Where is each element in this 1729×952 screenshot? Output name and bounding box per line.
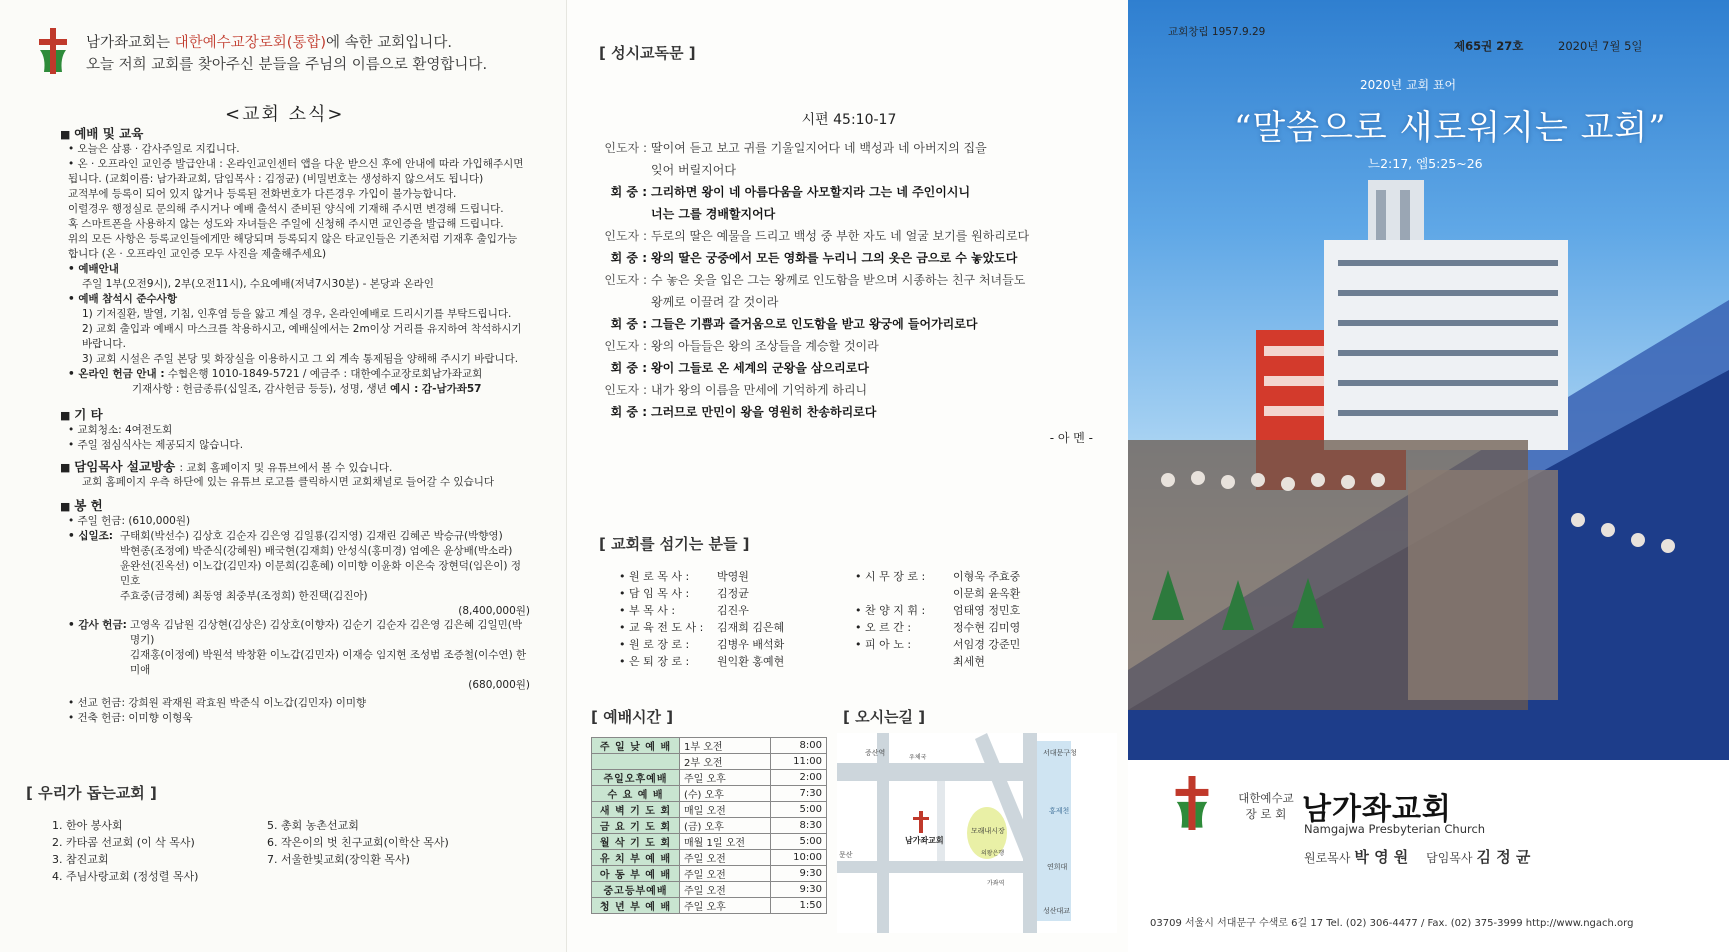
section-offering: ■ 봉 헌 xyxy=(60,496,530,514)
church-cross-icon xyxy=(36,28,70,74)
mission-offering: • 선교 헌금: 강희원 곽재원 곽효원 박준식 이노갑(김민자) 이미향 xyxy=(68,697,367,709)
worship-name: 수 요 예 배 xyxy=(592,786,680,802)
support-col1 xyxy=(52,817,267,885)
worship-row xyxy=(592,802,827,818)
reader-role: 인도자 : xyxy=(604,339,647,353)
servant-role: • 원 로 장 로 : xyxy=(619,638,690,651)
pastors: 원로목사 박 영 원 담임목사 김 정 균 xyxy=(1304,848,1531,866)
psalm-title: 시편 45:10-17 xyxy=(801,112,897,128)
supported-church: 1. 한아 봉사회 xyxy=(52,819,123,832)
reading-text: 왕의 딸은 궁중에서 모든 영화를 누리니 그의 옷은 금으로 수 놓았도다 xyxy=(651,251,1018,265)
servant-role xyxy=(855,653,953,670)
reading-title: [ 성시교독문 ] xyxy=(599,44,696,62)
worship-row xyxy=(592,850,827,866)
supported-church: 5. 총회 농촌선교회 xyxy=(267,819,359,832)
reading-line xyxy=(599,291,1099,313)
worship-day: 주일 오전 xyxy=(680,882,771,898)
directions xyxy=(837,706,1127,937)
supported-church: 6. 작은이의 벗 친구교회(이학산 목사) xyxy=(267,836,449,849)
worship-name: 새 벽 기 도 회 xyxy=(592,802,680,818)
service-label: • 예배안내 xyxy=(68,263,119,275)
servant-name: 최세현 xyxy=(953,655,985,668)
notice-line: • 온 · 오프라인 교인증 발급안내 : 온라인교인센터 앱을 다운 받으신 후에 안내에 따라 가입해주시면 xyxy=(68,158,524,170)
reader-role: 인도자 : xyxy=(604,273,647,287)
servant-name: 정수현 김미영 xyxy=(953,621,1021,634)
reading-line xyxy=(599,401,1099,423)
section-etc: ■ 기 타 xyxy=(60,405,530,423)
reading-text: 내가 왕의 이름을 만세에 기억하게 하리니 xyxy=(651,383,868,397)
worship-name: 월 삭 기 도 회 xyxy=(592,834,680,850)
map-label-munsan: 문산 xyxy=(839,851,853,859)
worship-day: (금) 오후 xyxy=(680,818,771,834)
map-label-jeungsan: 증산역 xyxy=(865,749,886,757)
servant-role: • 시 무 장 로 : xyxy=(855,570,926,583)
servant-name: 이문희 윤옥환 xyxy=(953,587,1021,600)
worship-row xyxy=(592,882,827,898)
attend-label: • 예배 참석시 준수사항 xyxy=(68,293,177,305)
notice-line: 이럴경우 행정실로 문의해 주시거나 예배 출석시 준비된 양식에 기재해 주시면 변경해 드립니다. xyxy=(68,203,504,215)
map-label-post: 우체국 xyxy=(909,754,927,761)
tithe-names-line: 구태회(박선수) 김상호 김순자 김은영 김일룡(김지영) 김재린 김혜곤 박승규(박향영) xyxy=(120,530,503,542)
worship-time: 2:00 xyxy=(771,770,827,786)
middle-panel xyxy=(566,0,1128,952)
attend-rule-line: 1) 기저질환, 발열, 기침, 인후염 등을 앓고 계실 경우, 온라인예배로 드리시기를 부탁드립니다. xyxy=(82,308,512,320)
reading-line xyxy=(599,269,1099,291)
tithe-label: • 십일조: xyxy=(68,530,113,542)
church-logo-icon xyxy=(1172,776,1212,830)
worship-row xyxy=(592,754,827,770)
worship-time: 9:30 xyxy=(771,866,827,882)
left-panel xyxy=(0,0,566,952)
volume-number: 제65권 27호 xyxy=(1454,39,1524,53)
tithe-names xyxy=(114,529,530,604)
serve-left xyxy=(599,568,855,670)
reader-role: 회 중 : xyxy=(610,317,647,331)
reading-line xyxy=(599,247,1099,269)
intro-line2: 오늘 저희 교회를 찾아주신 분들을 주님의 이름으로 환영합니다. xyxy=(86,57,488,73)
reading-line xyxy=(599,313,1099,335)
map-label-seodaemun: 서대문구청 xyxy=(1043,749,1077,757)
reading-line xyxy=(599,225,1099,247)
notice-line: 됩니다. (교회이름: 남가좌교회, 담임목사 : 김정균) (비밀번호는 생성하지 않으셔도 됩니다) xyxy=(68,173,484,185)
supported-church: 3. 참진교회 xyxy=(52,853,109,866)
thanks-label: • 감사 헌금: xyxy=(68,619,127,631)
tithe-block xyxy=(60,529,530,604)
worship-day: (수) 오후 xyxy=(680,786,771,802)
worship-name: 주 일 낮 예 배 xyxy=(592,738,680,754)
servant-row xyxy=(855,602,1020,619)
reading-line xyxy=(599,379,1099,401)
reader-role: 인도자 : xyxy=(604,229,647,243)
motto-reference: 느2:17, 엡5:25~26 xyxy=(1368,156,1483,171)
serve-right xyxy=(855,568,1020,670)
worship-time: 11:00 xyxy=(771,754,827,770)
reading-line xyxy=(599,137,1099,159)
issue-date: 2020년 7월 5일 xyxy=(1558,39,1643,53)
map-label-church: 남가좌교회 xyxy=(905,836,944,845)
servant-row xyxy=(855,619,1020,636)
worship-time: 8:30 xyxy=(771,818,827,834)
reading-text: 수 놓은 옷을 입은 그는 왕께로 인도함을 받으며 시종하는 친구 처녀들도 xyxy=(651,273,1026,287)
servant-role: • 은 퇴 장 로 : xyxy=(619,655,690,668)
tithe-names-line: 윤완선(진옥선) 이노갑(김민자) 이문희(김훈혜) 이미향 이윤화 이은숙 장현덕(임은이) 정민호 xyxy=(120,560,521,587)
servant-role: • 찬 양 지 휘 : xyxy=(855,604,926,617)
servant-row xyxy=(619,636,855,653)
servant-name: 김정균 xyxy=(717,587,749,600)
supported-church: 2. 카타콤 선교회 (이 삭 목사) xyxy=(52,836,195,849)
servant-role: • 교 육 전 도 사 : xyxy=(619,621,704,634)
reading-text: 왕의 아들들은 왕의 조상들을 계승할 것이라 xyxy=(651,339,879,353)
reader-role xyxy=(599,203,651,225)
worship-name: 아 동 부 예 배 xyxy=(592,866,680,882)
reading-text: 왕께로 이끌려 갈 것이라 xyxy=(651,295,779,309)
support-col2 xyxy=(267,817,482,885)
worship-day: 주일 오전 xyxy=(680,850,771,866)
worship-row xyxy=(592,738,827,754)
worship-items xyxy=(60,142,530,262)
etc-line: • 교회청소: 4여전도회 xyxy=(68,424,173,436)
servant-row xyxy=(855,636,1020,653)
church-building-photo xyxy=(1128,150,1729,760)
reading-text: 왕이 그들로 온 세계의 군왕을 삼으리로다 xyxy=(651,361,869,375)
tithe-names-line: 주효중(금경혜) 최동영 최중부(조정희) 한진택(김진아) xyxy=(120,590,368,602)
worship-time: 10:00 xyxy=(771,850,827,866)
welcome-intro xyxy=(86,32,487,76)
notice-line: 위의 모든 사항은 등록교인들에게만 해당되며 등록되지 않은 타교인들은 기존처럼 기재후 출입가능 xyxy=(68,233,518,245)
servant-row xyxy=(619,585,855,602)
reader-role: 인도자 : xyxy=(604,383,647,397)
building-offering: • 건축 헌금: 이미향 이형욱 xyxy=(68,712,193,724)
worship-name: 금 요 기 도 회 xyxy=(592,818,680,834)
worship-times xyxy=(591,706,827,914)
servant-row xyxy=(855,568,1020,585)
worship-time: 1:50 xyxy=(771,898,827,914)
support-title: [ 우리가 돕는교회 ] xyxy=(26,784,157,802)
worship-time: 5:00 xyxy=(771,834,827,850)
servant-name: 김재희 김은혜 xyxy=(717,621,785,634)
reading-line xyxy=(599,181,1099,203)
tithe-names-line: 박현종(조정예) 박준식(강혜원) 배국현(김재희) 안성식(홍미경) 엄예은 윤상배(박소라) xyxy=(120,545,513,557)
worship-time: 5:00 xyxy=(771,802,827,818)
servant-role xyxy=(855,585,953,602)
worship-name: 유 치 부 예 배 xyxy=(592,850,680,866)
denomination-label: 대한예수교 장 로 회 xyxy=(1238,791,1294,821)
sermon-text: 교회 홈페이지 우측 하단에 있는 유튜브 로고를 클릭하시면 교회채널로 들어갈 수 있습니다 xyxy=(82,476,495,488)
servant-row xyxy=(619,568,855,585)
denomination-highlight: 대한예수교장로회(통합) xyxy=(174,35,327,51)
reading-lines xyxy=(599,137,1099,423)
tithe-amount: (8,400,000원) xyxy=(458,605,530,617)
notice-line: 혹 스마트폰을 사용하지 않는 성도와 자녀들은 주일에 신청해 주시면 교인증을 발급해 드립니다. xyxy=(68,218,504,230)
servant-role: • 오 르 간 : xyxy=(855,621,912,634)
reading-text: 너는 그를 경배할지어다 xyxy=(651,207,776,221)
servant-row xyxy=(855,653,1020,670)
servant-name: 이형욱 주효중 xyxy=(953,570,1021,583)
worship-title: [ 예배시간 ] xyxy=(591,708,674,726)
servant-role: • 부 목 사 : xyxy=(619,604,676,617)
attend-rule-line: 3) 교회 시설은 주일 본당 및 화장실을 이용하시고 그 외 계속 통제됨을 양해해 주시기 바랍니다. xyxy=(82,353,519,365)
servant-row xyxy=(619,653,855,670)
worship-table xyxy=(591,737,827,914)
reader-role: 인도자 : xyxy=(604,141,647,155)
worship-day: 1부 오전 xyxy=(680,738,771,754)
worship-name: 주일오후예배 xyxy=(592,770,680,786)
reading-text: 그러므로 만민이 왕을 영원히 찬송하리로다 xyxy=(651,405,877,419)
amen: - 아 멘 - xyxy=(1049,431,1093,445)
sunday-offering: • 주일 헌금: (610,000원) xyxy=(68,515,191,527)
thanks-names-line: 고영옥 김남원 김상현(김상은) 김상호(이향자) 김순기 김순자 김은영 김은혜 김일민(박명기) xyxy=(130,619,523,646)
reader-role: 회 중 : xyxy=(610,185,647,199)
reader-role: 회 중 : xyxy=(610,405,647,419)
map-label-hongje: 홍제천 xyxy=(1049,807,1070,815)
worship-day: 매일 오전 xyxy=(680,802,771,818)
worship-day: 매월 1일 오전 xyxy=(680,834,771,850)
church-servants xyxy=(599,533,1119,670)
thanks-names-line: 김재홍(이정예) 박원석 박창환 이노갑(김민자) 이재승 임지현 조성범 조증철(이수연) 한미애 xyxy=(130,649,527,676)
worship-time: 8:00 xyxy=(771,738,827,754)
worship-name xyxy=(592,754,680,770)
attend-rule-line: 2) 교회 출입과 예배시 마스크를 착용하시고, 예배실에서는 2m이상 거리를 유지하여 착석하시기 xyxy=(82,323,522,335)
servant-role: • 원 로 목 사 : xyxy=(619,570,690,583)
reading-line xyxy=(599,203,1099,225)
thanks-block xyxy=(60,618,530,678)
worship-name: 청 년 부 예 배 xyxy=(592,898,680,914)
servant-name: 서임경 강준민 xyxy=(953,638,1021,651)
reading-text: 잊어 버릴지어다 xyxy=(651,163,736,177)
notice-line: 합니다 (온 · 오프라인 교인증 모두 사진을 제출해주세요) xyxy=(68,248,327,260)
section-sermon: ■ 담임목사 설교방송 : 교회 홈페이지 및 유튜브에서 볼 수 있습니다. xyxy=(60,457,530,475)
worship-name: 중고등부예배 xyxy=(592,882,680,898)
attend-rule-line: 바랍니다. xyxy=(82,338,126,350)
founded-date: 교회창립 1957.9.29 xyxy=(1168,26,1266,38)
church-address: 03709 서울시 서대문구 수색로 6길 17 Tel. (02) 306-4477 / Fax. (02) 375-3999 http://www.ngach.org xyxy=(1150,918,1634,929)
intro-post: 에 속한 교회입니다. xyxy=(326,35,452,51)
reader-role: 회 중 : xyxy=(610,251,647,265)
worship-row xyxy=(592,834,827,850)
reading-text: 두로의 딸은 예물을 드리고 백성 중 부한 자도 네 얼굴 보기를 원하리로다 xyxy=(651,229,1030,243)
church-motto: “말씀으로 새로워지는 교회” xyxy=(1234,108,1667,148)
supported-church: 4. 주님사랑교회 (정성렬 목사) xyxy=(52,870,199,883)
notice-line: • 오늘은 삼룡 · 감사주일로 지킵니다. xyxy=(68,143,240,155)
map-title: [ 오시는길 ] xyxy=(843,708,926,726)
worship-row xyxy=(592,818,827,834)
reader-role xyxy=(599,291,651,313)
news-title: <교회 소식> xyxy=(225,104,345,125)
servant-name: 김진우 xyxy=(717,604,749,617)
supported-church: 7. 서울한빛교회(장익환 목사) xyxy=(267,853,410,866)
cover-panel xyxy=(1128,0,1729,952)
reading-line xyxy=(599,335,1099,357)
church-english-name: Namgajwa Presbyterian Church xyxy=(1304,822,1486,836)
reading-line xyxy=(599,357,1099,379)
worship-row xyxy=(592,786,827,802)
reader-role xyxy=(599,159,651,181)
attend-items xyxy=(60,307,530,367)
serve-title: [ 교회를 섬기는 분들 ] xyxy=(599,535,750,553)
map-label-yeonhui: 연희대 xyxy=(1047,863,1068,871)
worship-time: 7:30 xyxy=(771,786,827,802)
responsive-reading xyxy=(599,42,1099,446)
reading-text: 그리하면 왕이 네 아름다움을 사모할지라 그는 네 주인이시니 xyxy=(651,185,971,199)
directions-map xyxy=(837,733,1117,933)
church-name: 남가좌교회 xyxy=(1302,792,1452,827)
online-offering: • 온라인 헌금 안내 : 수협은행 1010-1849-5721 / 예금주 : 대한예수교장로회남가좌교회 xyxy=(68,368,483,380)
worship-row xyxy=(592,898,827,914)
map-label-gas: 가좌역 xyxy=(987,880,1005,887)
worship-row xyxy=(592,866,827,882)
motto-year: 2020년 교회 표어 xyxy=(1360,78,1457,92)
online-offering-note: 기재사항 : 헌금종류(십일조, 감사헌금 등등), 성명, 생년 예시 : 감-남가좌57 xyxy=(132,383,482,395)
worship-day: 주일 오후 xyxy=(680,898,771,914)
worship-day: 주일 오전 xyxy=(680,866,771,882)
reading-text: 딸이여 듣고 보고 귀를 기울일지어다 네 백성과 네 아버지의 집을 xyxy=(651,141,987,155)
news-body xyxy=(60,120,530,726)
support-churches xyxy=(26,782,546,885)
reading-text: 그들은 기쁨과 즐거움으로 인도함을 받고 왕궁에 들어가리로다 xyxy=(651,317,978,331)
worship-day: 주일 오후 xyxy=(680,770,771,786)
servant-name: 김병우 배석화 xyxy=(717,638,785,651)
map-label-bank: 의왕은행 xyxy=(981,850,1005,857)
worship-day: 2부 오전 xyxy=(680,754,771,770)
thanks-names xyxy=(130,618,530,678)
thanks-amount: (680,000원) xyxy=(468,679,530,691)
etc-line: • 주일 점심식사는 제공되지 않습니다. xyxy=(68,439,244,451)
intro-pre: 남가좌교회는 xyxy=(86,35,175,51)
notice-line: 교적부에 등록이 되어 있지 않거나 등록된 전화번호가 다른경우 가입이 불가능합니다. xyxy=(68,188,457,200)
servant-name: 박영원 xyxy=(717,570,749,583)
map-label-market: 모래내시장 xyxy=(971,827,1005,835)
etc-items xyxy=(60,423,530,453)
reader-role: 회 중 : xyxy=(610,361,647,375)
servant-row xyxy=(619,602,855,619)
servant-row xyxy=(619,619,855,636)
worship-row xyxy=(592,770,827,786)
servant-name: 엄태영 정민호 xyxy=(953,604,1021,617)
servant-row xyxy=(855,585,1020,602)
service-text: 주일 1부(오전9시), 2부(오전11시), 수요예배(저녁7시30분) - 본당과 온라인 xyxy=(82,278,434,290)
servant-role: • 피 아 노 : xyxy=(855,638,912,651)
reading-line xyxy=(599,159,1099,181)
map-label-seongsan: 성산대교 xyxy=(1043,907,1071,915)
servant-name: 원익환 홍예현 xyxy=(717,655,785,668)
servant-role: • 담 임 목 사 : xyxy=(619,587,690,600)
worship-time: 9:30 xyxy=(771,882,827,898)
section-worship-edu: ■ 예배 및 교육 xyxy=(60,124,530,142)
